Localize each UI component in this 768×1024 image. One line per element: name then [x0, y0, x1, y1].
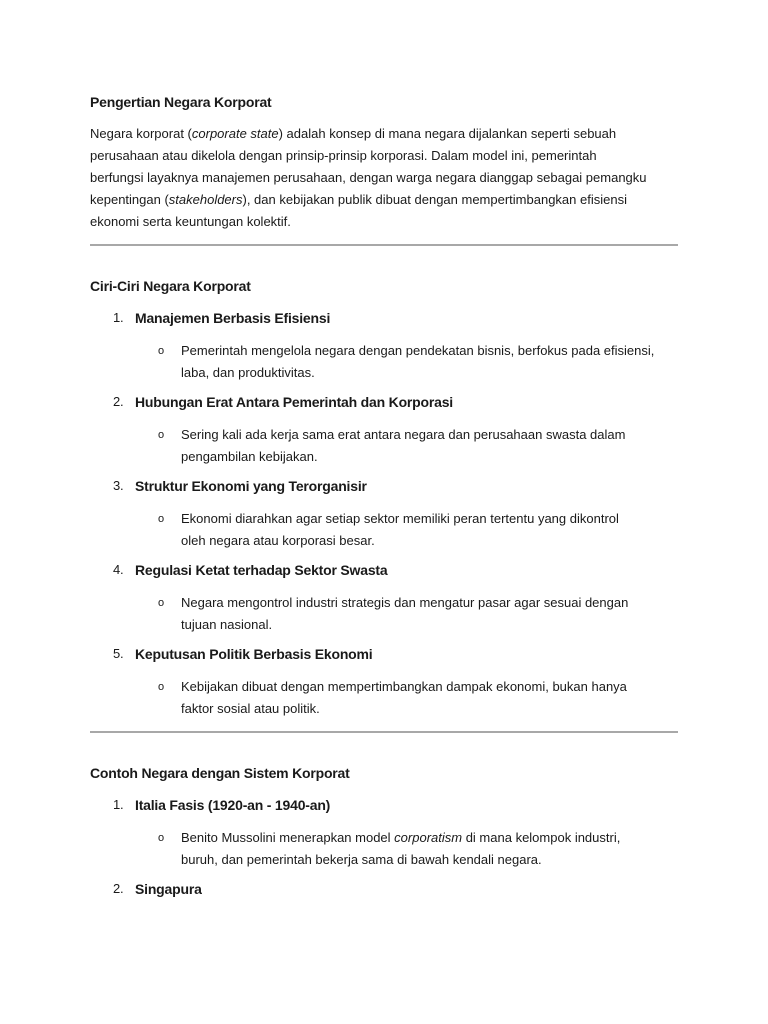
- text-run: di mana kelompok industri,: [462, 830, 621, 845]
- list-item: [90, 384, 678, 468]
- text-run: ) adalah konsep di mana negara dijalankan seperti sebuah: [278, 126, 617, 141]
- list-item-heading: [90, 308, 678, 328]
- list-item-title: Italia Fasis (1920-an - 1940-an): [135, 797, 331, 813]
- list-item: [90, 783, 678, 871]
- sub-line: Kebijakan dibuat dengan mempertimbangkan dampak ekonomi, bukan hanya: [181, 679, 627, 694]
- italic-term: stakeholders: [168, 192, 243, 207]
- circle-bullet-icon: o: [158, 345, 165, 357]
- list-item-title: Hubungan Erat Antara Pemerintah dan Korporasi: [135, 394, 453, 410]
- definition-paragraph: [90, 123, 678, 233]
- paragraph-line: berfungsi layaknya manajemen perusahaan, dengan warga negara dianggap sebagai pemangku: [90, 170, 647, 185]
- section-title-ciri-ciri: Ciri-Ciri Negara Korporat: [90, 278, 251, 294]
- list-item: [90, 296, 678, 384]
- sub-bullet-item: [90, 592, 678, 636]
- sub-line: pengambilan kebijakan.: [181, 449, 318, 464]
- circle-bullet-icon: o: [158, 513, 165, 525]
- list-item: [90, 552, 678, 636]
- list-item-title: Struktur Ekonomi yang Terorganisir: [135, 478, 367, 494]
- sub-line: [181, 827, 678, 849]
- list-item-heading: [90, 476, 678, 496]
- sub-bullet-item: [90, 827, 678, 871]
- list-number: 4.: [113, 562, 124, 577]
- circle-bullet-icon: o: [158, 597, 165, 609]
- list-number: 3.: [113, 478, 124, 493]
- sub-line: Ekonomi diarahkan agar setiap sektor memiliki peran tertentu yang dikontrol: [181, 511, 619, 526]
- sub-line: tujuan nasional.: [181, 617, 273, 632]
- paragraph-line: ekonomi serta keuntungan kolektif.: [90, 214, 291, 229]
- list-number: 5.: [113, 646, 124, 661]
- list-item-title: Manajemen Berbasis Efisiensi: [135, 310, 331, 326]
- list-item-heading: [90, 392, 678, 412]
- sub-line: oleh negara atau korporasi besar.: [181, 533, 375, 548]
- list-item-title: Keputusan Politik Berbasis Ekonomi: [135, 646, 373, 662]
- list-item-title: Singapura: [135, 881, 202, 897]
- paragraph-line: [90, 189, 678, 211]
- sub-bullet-item: [90, 676, 678, 720]
- list-number: 2.: [113, 394, 124, 409]
- list-number: 2.: [113, 881, 124, 896]
- list-number: 1.: [113, 310, 124, 325]
- list-item-heading: [90, 560, 678, 580]
- sub-bullet-item: [90, 424, 678, 468]
- list-item-heading: [90, 879, 678, 899]
- list-item: [90, 871, 678, 899]
- ciri-list: [90, 296, 678, 720]
- sub-bullet-item: [90, 508, 678, 552]
- list-number: 1.: [113, 797, 124, 812]
- text-run: Negara korporat (: [90, 126, 192, 141]
- sub-line: Negara mengontrol industri strategis dan mengatur pasar agar sesuai dengan: [181, 595, 629, 610]
- document-page: [90, 92, 678, 899]
- sub-line: faktor sosial atau politik.: [181, 701, 320, 716]
- section-title-contoh: Contoh Negara dengan Sistem Korporat: [90, 765, 350, 781]
- circle-bullet-icon: o: [158, 832, 165, 844]
- text-run: kepentingan (: [90, 192, 169, 207]
- italic-term: corporate state: [191, 126, 279, 141]
- italic-term: corporatism: [394, 830, 463, 845]
- sub-line: laba, dan produktivitas.: [181, 365, 315, 380]
- list-item: [90, 636, 678, 720]
- contoh-list: [90, 783, 678, 899]
- sub-bullet-item: [90, 340, 678, 384]
- text-run: Benito Mussolini menerapkan model: [181, 830, 395, 845]
- circle-bullet-icon: o: [158, 681, 165, 693]
- sub-line: buruh, dan pemerintah bekerja sama di bawah kendali negara.: [181, 852, 542, 867]
- list-item-heading: [90, 795, 678, 815]
- section-title-pengertian: Pengertian Negara Korporat: [90, 94, 272, 110]
- circle-bullet-icon: o: [158, 429, 165, 441]
- list-item-heading: [90, 644, 678, 664]
- sub-line: Pemerintah mengelola negara dengan pendekatan bisnis, berfokus pada efisiensi,: [181, 343, 655, 358]
- paragraph-line: [90, 123, 678, 145]
- paragraph-line: perusahaan atau dikelola dengan prinsip-prinsip korporasi. Dalam model ini, pemerintah: [90, 148, 597, 163]
- text-run: ), dan kebijakan publik dibuat dengan mempertimbangkan efisiensi: [242, 192, 627, 207]
- sub-line: Sering kali ada kerja sama erat antara negara dan perusahaan swasta dalam: [181, 427, 626, 442]
- list-item: [90, 468, 678, 552]
- list-item-title: Regulasi Ketat terhadap Sektor Swasta: [135, 562, 388, 578]
